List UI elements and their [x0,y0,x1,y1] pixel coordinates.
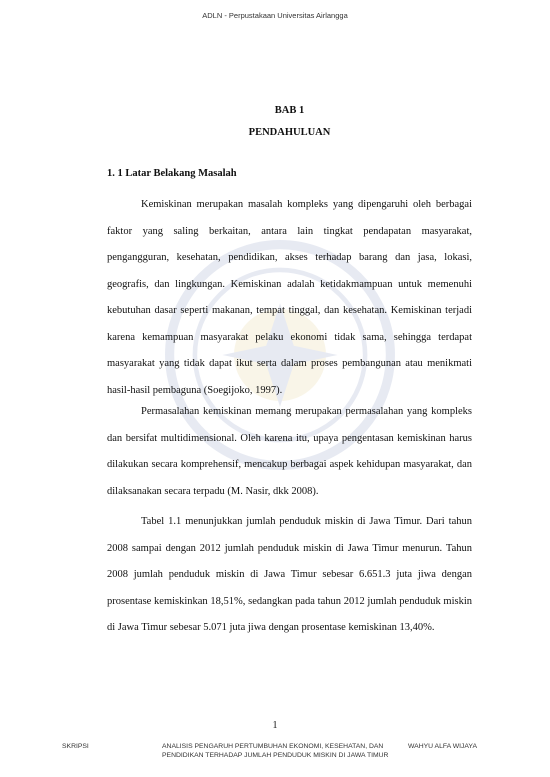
running-header: ADLN - Perpustakaan Universitas Airlangga [202,11,348,20]
footer-right: WAHYU ALFA WIJAYA [408,743,477,750]
page-number: 1 [272,720,278,731]
paragraph-3: Tabel 1.1 menunjukkan jumlah penduduk miskin di Jawa Timur. Dari tahun 2008 sampai dengan 2012 jumlah penduduk miskin di Jawa Timur menurun. Tahun 2008 jumlah penduduk miskin di Jawa Timur sebesar 6.651.3 juta jiwa dengan prosentase kemiskinkan 18,51%, sedangkan pada tahun 2012 jumlah penduduk miskin di Jawa Timur sebesar 5.071 juta jiwa dengan prosentase kemiskinan 13,40%. [107,516,472,633]
section-title: 1. 1 Latar Belakang Masalah [107,168,237,179]
chapter-number: BAB 1 [274,105,305,116]
footer-left: SKRIPSI [62,743,89,750]
footer-center: ANALISIS PENGARUH PERTUMBUHAN EKONOMI, KESEHATAN, DAN PENDIDIKAN TERHADAP JUMLAH PENDUDUK MISKIN DI JAWA TIMUR [162,743,389,759]
paragraph-2: Permasalahan kemiskinan memang merupakan permasalahan yang kompleks dan bersifat multidimensional. Oleh karena itu, upaya pengentasan kemiskinan harus dilakukan secara komprehensif, mencakup berbagai aspek kehidupan masyarakat, dan dilaksanakan secara terpadu (M. Nasir, dkk 2008). [107,406,472,497]
chapter-title: PENDAHULUAN [248,127,331,138]
paragraph-1: Kemiskinan merupakan masalah kompleks yang dipengaruhi oleh berbagai faktor yang saling berkaitan, antara lain tingkat pendapatan masyarakat, pengangguran, kesehatan, pendidikan, akses terhadap barang dan jasa, lokasi, geografis, dan lingkungan. Kemiskinan adalah ketidakmampuan untuk memenuhi kebutuhan dasar seperti makanan, tempat tinggal, dan kesehatan. Kemiskinan terjadi karena kemampuan masyarakat pelaku ekonomi tidak sama, sehingga terdapat masyarakat yang tidak dapat ikut serta dalam proses pembangunan atau menikmati hasil-hasil pembaguna (Soegijoko, 1997). [107,199,472,396]
